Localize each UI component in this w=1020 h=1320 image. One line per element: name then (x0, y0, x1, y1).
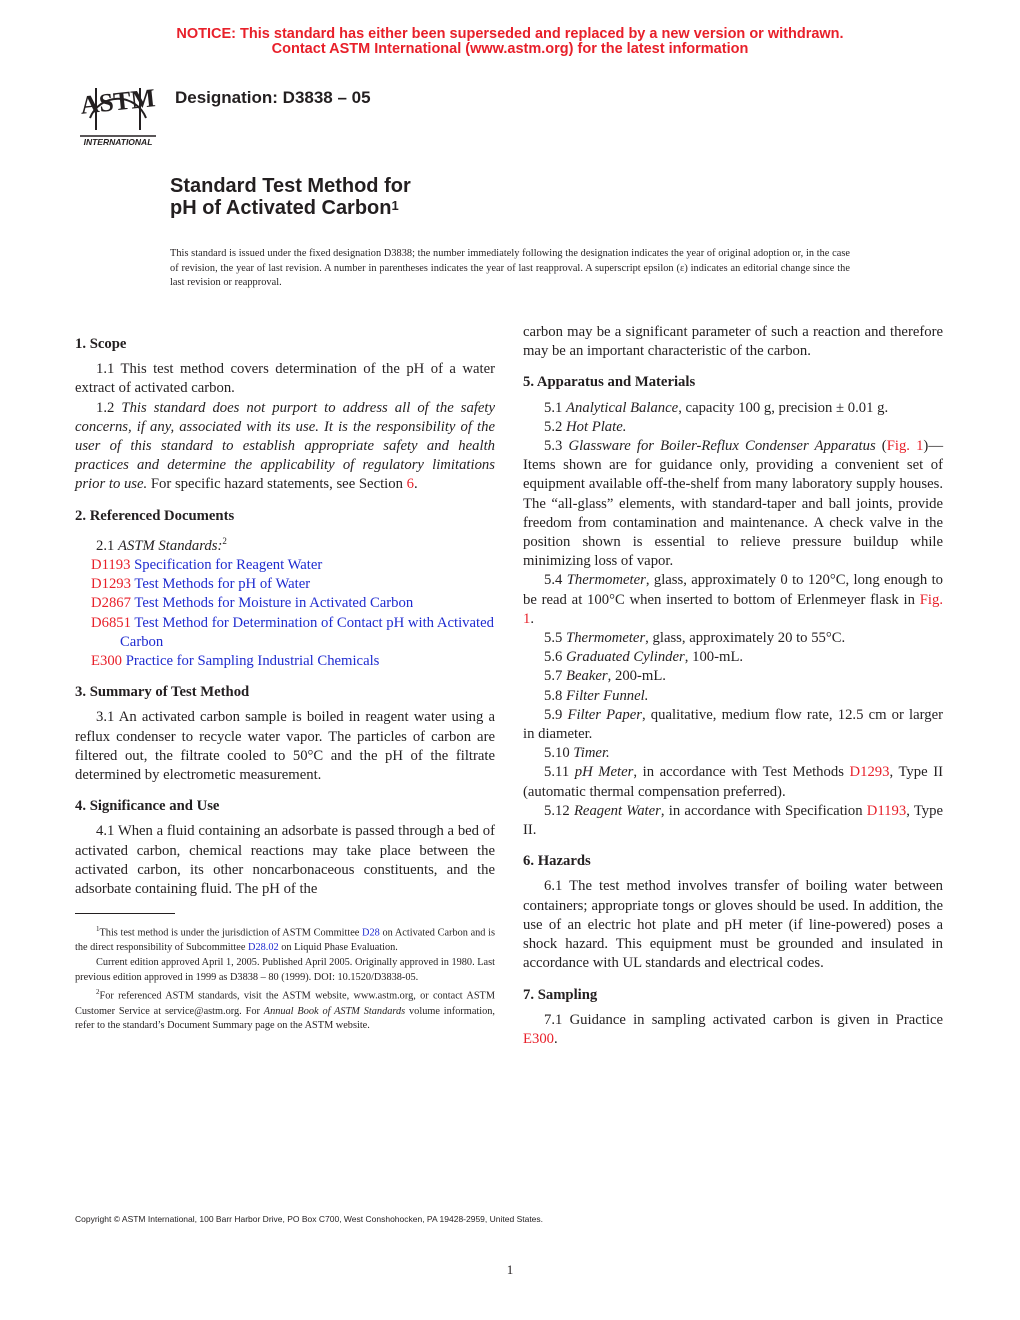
footnote-mark: 2 (96, 988, 100, 997)
item-name: Reagent Water (573, 802, 661, 819)
item-text: , in accordance with Specification (660, 802, 867, 819)
item-5-1 (523, 399, 943, 418)
paragraph-6-1: 6.1 The test method involves transfer of boiling water between containers; appropriate tongs or gloves should be used. In addition, the use of an electric hot plate and pH meter (if line-powered) poses a shock hazard. This equipment must be grounded and insulated in accordance with UL standards and electrical codes. (523, 878, 943, 972)
item-text: , 100-mL. (684, 649, 744, 666)
item-text: , capacity 100 g, precision ± 0.01 g. (678, 399, 889, 416)
paragraph-7-1 (523, 1011, 943, 1049)
page-title (170, 175, 411, 219)
para-text: . (554, 1030, 558, 1047)
reference-code[interactable]: E300 (91, 652, 123, 669)
item-text: , in accordance with Test Methods (633, 764, 850, 781)
item-text: , Type II (automatic thermal compensation preferred). (523, 764, 943, 800)
astm-logo-icon (76, 74, 160, 148)
item-5-12 (523, 802, 943, 840)
para-number: 2.1 (96, 537, 119, 554)
paragraph-4-1: 4.1 When a fluid containing an adsorbate is passed through a bed of activated carbon, chemical reactions may take place between the activated carbon, its other noncarbonaceous constituents, and the adsorbate containing fluid. The pH of the (75, 823, 495, 897)
reference-item[interactable] (91, 575, 495, 594)
para-text: . (413, 476, 418, 493)
reference-item[interactable] (91, 594, 495, 613)
footnote-text: on Liquid Phase Evaluation. (278, 942, 398, 954)
title-line-2 (170, 197, 411, 219)
footnote-mark: 1 (96, 925, 100, 934)
intro-paragraph: This standard is issued under the fixed designation D3838; the number immediately following the designation indicates the year of original adoption or, in the case of revision, the year of last revision. A number in parentheses indicates the year of last reapproval. A superscript epsilon (ε) indicates an editorial change since the last revision or reapproval. (170, 248, 850, 288)
item-name: Filter Paper (567, 706, 642, 723)
footnote-2 (75, 985, 495, 1034)
reference-item[interactable] (91, 652, 495, 671)
para-text: For specific hazard statements, see Section (147, 476, 407, 493)
reference-title[interactable]: Test Method for Determination of Contact pH with Activated Carbon (120, 614, 494, 650)
para-number: 5.9 (544, 706, 568, 723)
item-5-11 (523, 763, 943, 801)
section-heading-significance: 4. Significance and Use (75, 798, 220, 815)
logo-text: ASTM (78, 83, 157, 120)
footnote-text: This test method is under the jurisdiction of ASTM Committee (99, 927, 363, 939)
paragraph-1-2 (75, 399, 495, 495)
footnote-1-edition: Current edition approved April 1, 2005. Published April 2005. Originally approved in 1980. Last previous edition approved in 1999 as D3838 – 80 (1999). DOI: 10.1520/D3838-05. (75, 957, 495, 983)
reference-item[interactable] (91, 556, 495, 575)
title-line-2-text: pH of Activated Carbon (170, 197, 392, 219)
item-5-7 (523, 667, 943, 686)
subcommittee-link[interactable]: D28.02 (248, 942, 279, 954)
reference-code[interactable]: D6851 (91, 614, 131, 631)
item-text: , Type II. (523, 802, 944, 839)
item-5-5 (523, 629, 943, 648)
d1193-link[interactable]: D1193 (866, 802, 907, 819)
footnote-text-italic: Annual Book of ASTM Standards (263, 1005, 406, 1017)
d1293-link[interactable]: D1293 (849, 764, 890, 781)
item-5-9 (523, 706, 943, 744)
item-name: Thermometer (566, 572, 646, 589)
copyright-footer: Copyright © ASTM International, 100 Barr Harbor Drive, PO Box C700, West Conshohocken, PA 19428-2959, United States. (75, 1214, 544, 1224)
item-name: Filter Funnel. (566, 687, 649, 704)
para-number: 5.5 (544, 630, 567, 647)
title-line-1: Standard Test Method for (170, 175, 411, 197)
paragraph-3-1: 3.1 An activated carbon sample is boiled in reagent water using a reflux condenser to recycle water vapor. The particles of carbon are filtered out, the filtrate cooled to 50°C and the pH of the filtrate determined by electrometic measurement. (75, 709, 495, 783)
reference-code[interactable]: D2867 (91, 595, 131, 612)
para-text: 7.1 Guidance in sampling activated carbon is given in Practice (544, 1011, 943, 1028)
reference-title[interactable]: Specification for Reagent Water (134, 556, 323, 573)
para-number: 5.12 (544, 802, 574, 819)
item-name: Glassware for Boiler-Reflux Condenser Apparatus (568, 438, 876, 455)
footnote-mark: 2 (222, 535, 227, 546)
item-text: , glass, approximately 0 to 120°C, long enough to be read at 100°C when inserted to bottom of Erlenmeyer flask in (523, 572, 944, 608)
item-5-6 (523, 648, 943, 667)
item-5-3 (523, 437, 943, 571)
reference-item[interactable] (91, 614, 495, 652)
reference-code[interactable]: D1193 (91, 556, 131, 573)
para-number: 5.7 (544, 668, 567, 685)
designation: Designation: D3838 – 05 (175, 88, 371, 107)
figure-1-link[interactable]: Fig. 1 (886, 438, 924, 455)
item-5-4 (523, 571, 943, 629)
item-5-8 (523, 687, 943, 706)
item-name: pH Meter (574, 764, 634, 781)
item-text: ) (923, 438, 929, 455)
item-name: Hot Plate. (566, 418, 627, 435)
item-name: Beaker (566, 668, 608, 685)
safety-caveat: This standard does not purport to address all of the safety concerns, if any, associated with its use. It is the responsibility of the user of this standard to establish appropriate safety and health practices and determine the applicability of regulatory limitations prior to use. (75, 399, 496, 493)
page-number: 1 (506, 1262, 514, 1277)
para-number: 5.4 (544, 572, 567, 589)
item-5-10 (523, 744, 943, 763)
item-name: Analytical Balance (566, 399, 679, 416)
reference-title[interactable]: Practice for Sampling Industrial Chemicals (125, 652, 380, 669)
para-number: 5.10 (544, 745, 574, 762)
footnote-1 (75, 922, 495, 956)
right-column (523, 323, 943, 1049)
withdrawal-notice (0, 27, 1020, 57)
item-text: , qualitative, medium flow rate, 12.5 cm or larger in diameter. (523, 706, 944, 743)
astm-standards-label: ASTM Standards: (118, 537, 223, 554)
paragraph-1-1: 1.1 This test method covers determination of the pH of a water extract of activated carbon. (75, 361, 495, 397)
committee-link[interactable]: D28 (362, 927, 380, 939)
section-heading-summary: 3. Summary of Test Method (75, 684, 250, 701)
item-text: , 200-mL. (607, 668, 666, 685)
item-5-2 (523, 418, 943, 437)
footnote-text: on Activated Carbon and is the direct responsibility of Subcommittee (75, 927, 495, 954)
section-heading-apparatus: 5. Apparatus and Materials (523, 374, 696, 391)
reference-code[interactable]: D1293 (91, 576, 131, 593)
e300-link[interactable]: E300 (523, 1030, 555, 1047)
notice-line-2: Contact ASTM International (www.astm.org) for the latest information (271, 41, 749, 57)
item-text: . (530, 610, 535, 627)
logo-subtext: INTERNATIONAL (83, 137, 153, 147)
figure-1-link[interactable]: Fig. 1 (523, 591, 943, 627)
item-name: Thermometer (566, 630, 646, 647)
para-number: 5.3 (544, 438, 569, 455)
item-text: —Items shown are for guidance only, providing a convenient set of equipment available off-the-shelf from many laboratory supply houses. The “all-glass” elements, with standard-taper and ball joints, provide freedom from contamination and maintenance. A check valve in the position shown is essential to relieve pressure buildup while minimizing loss of vapor. (523, 438, 944, 570)
paragraph-2-1 (75, 532, 495, 556)
reference-title[interactable]: Test Methods for Moisture in Activated Carbon (134, 595, 414, 612)
section-6-link[interactable]: 6 (406, 476, 414, 493)
title-footnote-mark: 1 (391, 198, 399, 213)
para-number: 5.1 (544, 399, 567, 416)
item-name: Timer. (573, 745, 610, 762)
item-text: , glass, approximately 20 to 55°C. (645, 630, 846, 647)
section-heading-hazards: 6. Hazards (523, 853, 591, 870)
section-heading-sampling: 7. Sampling (523, 986, 598, 1003)
para-number: 5.8 (544, 687, 567, 704)
section-heading-scope: 1. Scope (75, 336, 127, 352)
para-number: 5.11 (544, 764, 575, 781)
footnote-text: For referenced ASTM standards, visit the ASTM website, www.astm.org, or contact ASTM Customer Service at service@astm.org. For (75, 990, 495, 1017)
para-number: 5.2 (544, 418, 567, 435)
para-number: 5.6 (544, 649, 567, 666)
footnote-text: volume information, refer to the standard’s Document Summary page on the ASTM website. (75, 1005, 495, 1032)
footnote-divider (75, 913, 175, 914)
item-text: ( (875, 438, 887, 455)
notice-line-1: NOTICE: This standard has either been superseded and replaced by a new version or withdrawn. (176, 26, 844, 42)
section-heading-referenced-documents: 2. Referenced Documents (75, 507, 235, 524)
paragraph-4-1-continued: carbon may be a significant parameter of such a reaction and therefore may be an important characteristic of the carbon. (523, 324, 943, 360)
item-name: Graduated Cylinder (566, 649, 685, 666)
reference-title[interactable]: Test Methods for pH of Water (134, 576, 311, 593)
para-number: 1.2 (96, 399, 122, 416)
left-column (75, 323, 495, 1034)
